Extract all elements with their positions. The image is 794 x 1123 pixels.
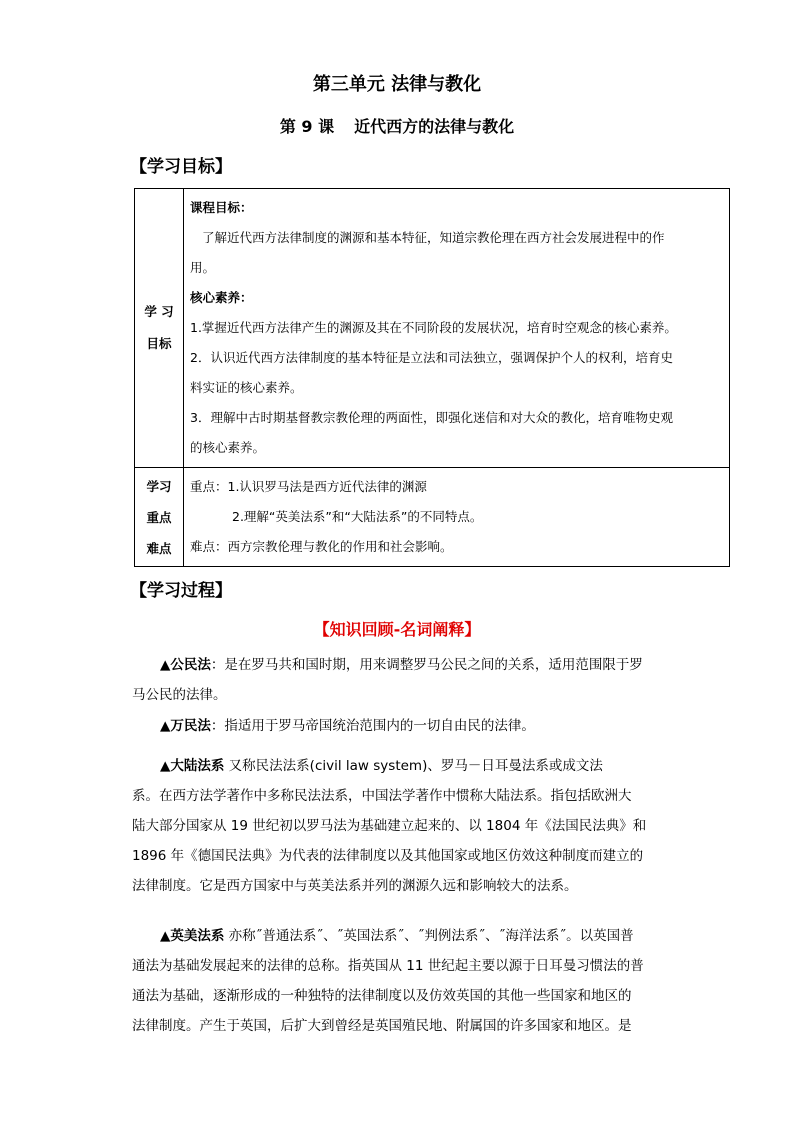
paragraph-text: 1896 年《德国民法典》为代表的法律制度以及其他国家或地区仿效这种制度而建立的 bbox=[132, 848, 644, 864]
course-goal-text-line1: 了解近代西方法律制度的渊源和基本特征，知道宗教伦理在西方社会发展进程中的作 bbox=[202, 230, 665, 245]
paragraph-civil-law-system bbox=[132, 751, 672, 901]
goals-label-cell bbox=[135, 189, 184, 468]
keypoints-label-line1: 学习 bbox=[146, 478, 172, 494]
paragraph-civil-law bbox=[132, 650, 672, 710]
section-process-heading: 【学习过程】 bbox=[130, 581, 232, 601]
keypoints-label-line3: 难点 bbox=[146, 540, 172, 556]
paragraph-text: 亦称˝普通法系˝、˝英国法系˝、˝判例法系˝、˝海洋法系˝。以英国普 bbox=[224, 928, 634, 944]
term-common-law: ▲英美法系 bbox=[160, 928, 225, 944]
term-continental-law: ▲大陆法系 bbox=[160, 758, 225, 774]
core-literacy-item-2-line1: 2．认识近代西方法律制度的基本特征是立法和司法独立，强调保护个人的权利，培育史 bbox=[190, 350, 673, 365]
paragraph-text: 又称民法法系(civil law system)、罗马－日耳曼法系或成文法 bbox=[224, 758, 603, 774]
course-goal-heading: 课程目标： bbox=[190, 200, 253, 215]
goals-content-cell bbox=[184, 189, 730, 468]
difficult-point: 难点：西方宗教伦理与教化的作用和社会影响。 bbox=[190, 539, 453, 554]
paragraph-text: 系。在西方法学著作中多称民法法系，中国法学著作中惯称大陆法系。指包括欧洲大 bbox=[132, 788, 632, 804]
keypoints-row bbox=[135, 468, 730, 567]
term-ius-gentium: ▲万民法 bbox=[160, 718, 211, 734]
section-goals-heading: 【学习目标】 bbox=[130, 157, 232, 177]
goals-table bbox=[134, 188, 730, 567]
paragraph-common-law-system bbox=[132, 921, 672, 1041]
goals-label-line1: 学 习 bbox=[144, 304, 174, 319]
paragraph-text: 法律制度。产生于英国，后扩大到曾经是英国殖民地、附属国的许多国家和地区。是 bbox=[132, 1018, 632, 1034]
core-literacy-item-3-line2: 的核心素养。 bbox=[190, 440, 266, 455]
paragraph-text: 法律制度。它是西方国家中与英美法系并列的渊源久远和影响较大的法系。 bbox=[132, 878, 578, 894]
key-point-2: 2.理解“英美法系”和“大陆法系”的不同特点。 bbox=[232, 509, 483, 524]
lesson-number: 第 9 课 bbox=[279, 117, 335, 136]
term-civil-law: ▲公民法 bbox=[160, 657, 211, 673]
goals-label-line2: 目标 bbox=[146, 336, 172, 351]
core-literacy-heading: 核心素养： bbox=[190, 290, 253, 305]
unit-title: 第三单元 法律与教化 bbox=[312, 74, 482, 95]
lesson-title bbox=[0, 114, 794, 137]
goals-row bbox=[135, 189, 730, 468]
paragraph-text: ：指适用于罗马帝国统治范围内的一切自由民的法律。 bbox=[210, 718, 535, 734]
paragraph-text: 陆大部分国家从 19 世纪初以罗马法为基础建立起来的、以 1804 年《法国民法典》和 bbox=[132, 818, 647, 834]
core-literacy-item-3-line1: 3．理解中古时期基督教宗教伦理的两面性，即强化迷信和对大众的教化，培育唯物史观 bbox=[190, 410, 673, 425]
paragraph-ius-gentium bbox=[132, 711, 672, 741]
keypoints-content-cell bbox=[184, 468, 730, 567]
course-goal-text-line2: 用。 bbox=[190, 260, 216, 275]
keypoints-label-line2: 重点 bbox=[146, 509, 172, 525]
paragraph-text: 马公民的法律。 bbox=[132, 687, 227, 703]
keypoints-label-cell bbox=[135, 468, 184, 567]
core-literacy-item-1: 1.掌握近代西方法律产生的渊源及其在不同阶段的发展状况，培育时空观念的核心素养。 bbox=[190, 320, 677, 335]
paragraph-text: ：是在罗马共和国时期，用来调整罗马公民之间的关系，适用范围限于罗 bbox=[210, 657, 643, 673]
core-literacy-item-2-line2: 料实证的核心素养。 bbox=[190, 380, 303, 395]
paragraph-text: 通法为基础，逐渐形成的一种独特的法律制度以及仿效英国的其他一些国家和地区的 bbox=[132, 988, 632, 1004]
knowledge-review-heading: 【知识回顾-名词阐释】 bbox=[313, 620, 481, 639]
paragraph-text: 通法为基础发展起来的法律的总称。指英国从 11 世纪起主要以源于日耳曼习惯法的普 bbox=[132, 958, 644, 974]
key-point-1: 重点：1.认识罗马法是西方近代法律的渊源 bbox=[190, 479, 427, 494]
lesson-name: 近代西方的法律与教化 bbox=[354, 117, 515, 136]
